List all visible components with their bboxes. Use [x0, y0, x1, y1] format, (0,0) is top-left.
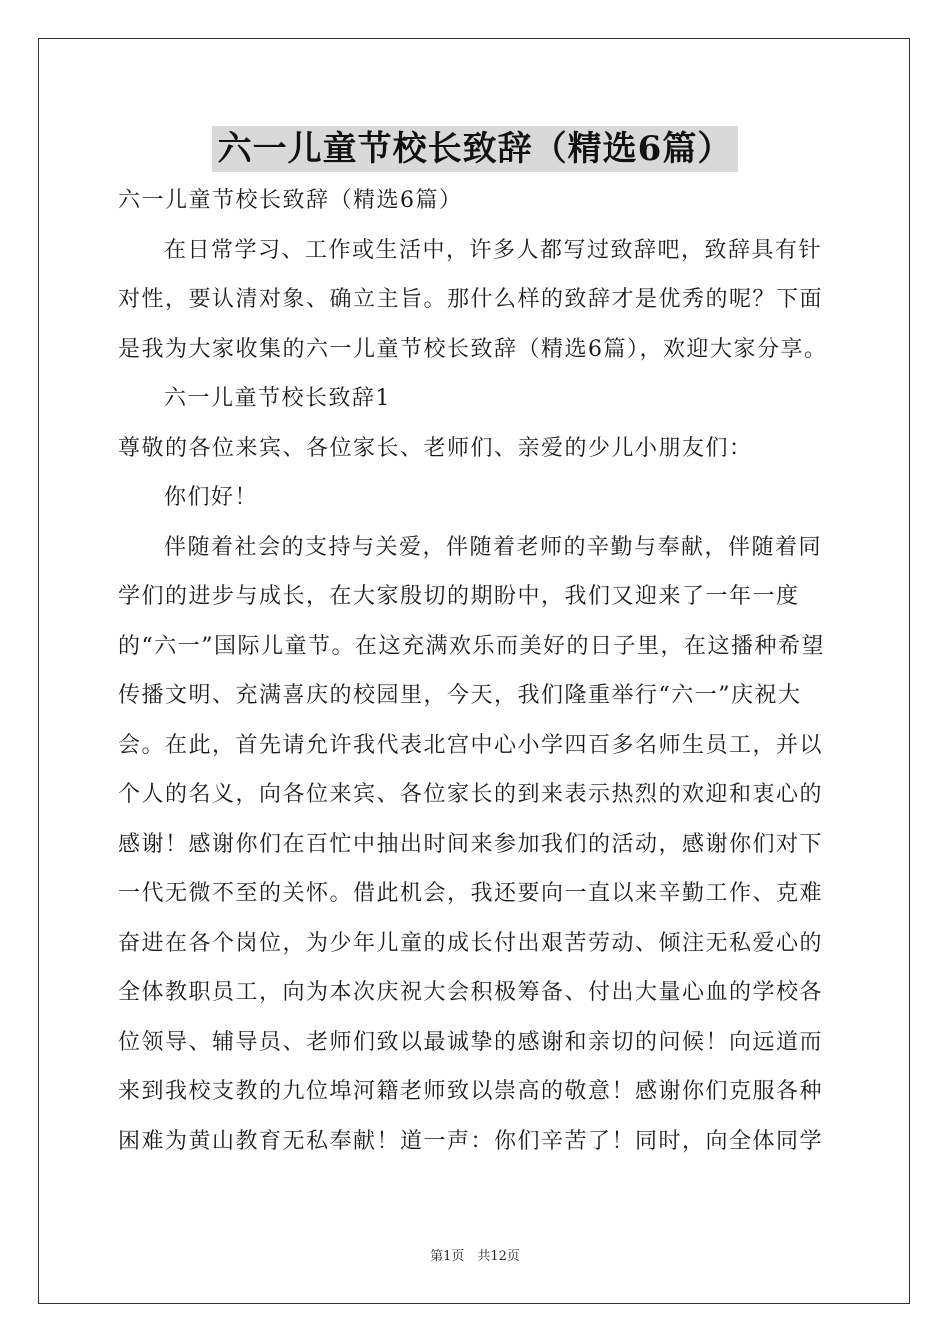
section-heading: 六一儿童节校长致辞1	[164, 386, 391, 411]
page-number: 第1页 共12页	[430, 1249, 520, 1264]
paragraph-intro: 在日常学习、工作或生活中，许多人都写过致辞吧，致辞具有针对性，要认清对象、确立主旨。那什么样的致辞才是优秀的呢？下面是我为大家收集的六一儿童节校长致辞（精选6篇），欢迎大家分享。	[118, 237, 828, 362]
paragraph-subtitle: 六一儿童节校长致辞（精选6篇）	[118, 188, 463, 213]
document-title-text: 六一儿童节校长致辞（精选6篇）	[212, 126, 739, 172]
document-title	[0, 126, 950, 172]
paragraph-speech-body: 伴随着社会的支持与关爱，伴随着老师的辛勤与奉献，伴随着同学们的进步与成长，在大家殷切的期盼中，我们又迎来了一年一度的“六一”国际儿童节。在这充满欢乐而美好的日子里，在这播种希望传播文明、充满喜庆的校园里，今天，我们隆重举行“六一”庆祝大会。在此，首先请允许我代表北宫中心小学四百多名师生员工，并以个人的名义，向各位来宾、各位家长的到来表示热烈的欢迎和衷心的感谢！感谢你们在百忙中抽出时间来参加我们的活动，感谢你们对下一代无微不至的关怀。借此机会，我还要向一直以来辛勤工作、克难奋进在各个岗位，为少年儿童的成长付出艰苦劳动、倾注无私爱心的全体教职员工，向为本次庆祝大会积极筹备、付出大量心血的学校各位领导、辅导员、老师们致以最诚挚的感谢和亲切的问候！向远道而来到我校支教的九位埠河籍老师致以崇高的敬意！感谢你们克服各种困难为黄山教育无私奉献！道一声：你们辛苦了！同时，向全体同学	[118, 534, 825, 1154]
document-body	[118, 176, 840, 1166]
paragraph-greeting: 你们好！	[164, 485, 259, 510]
paragraph-salutation: 尊敬的各位来宾、各位家长、老师们、亲爱的少儿小朋友们：	[118, 435, 753, 461]
